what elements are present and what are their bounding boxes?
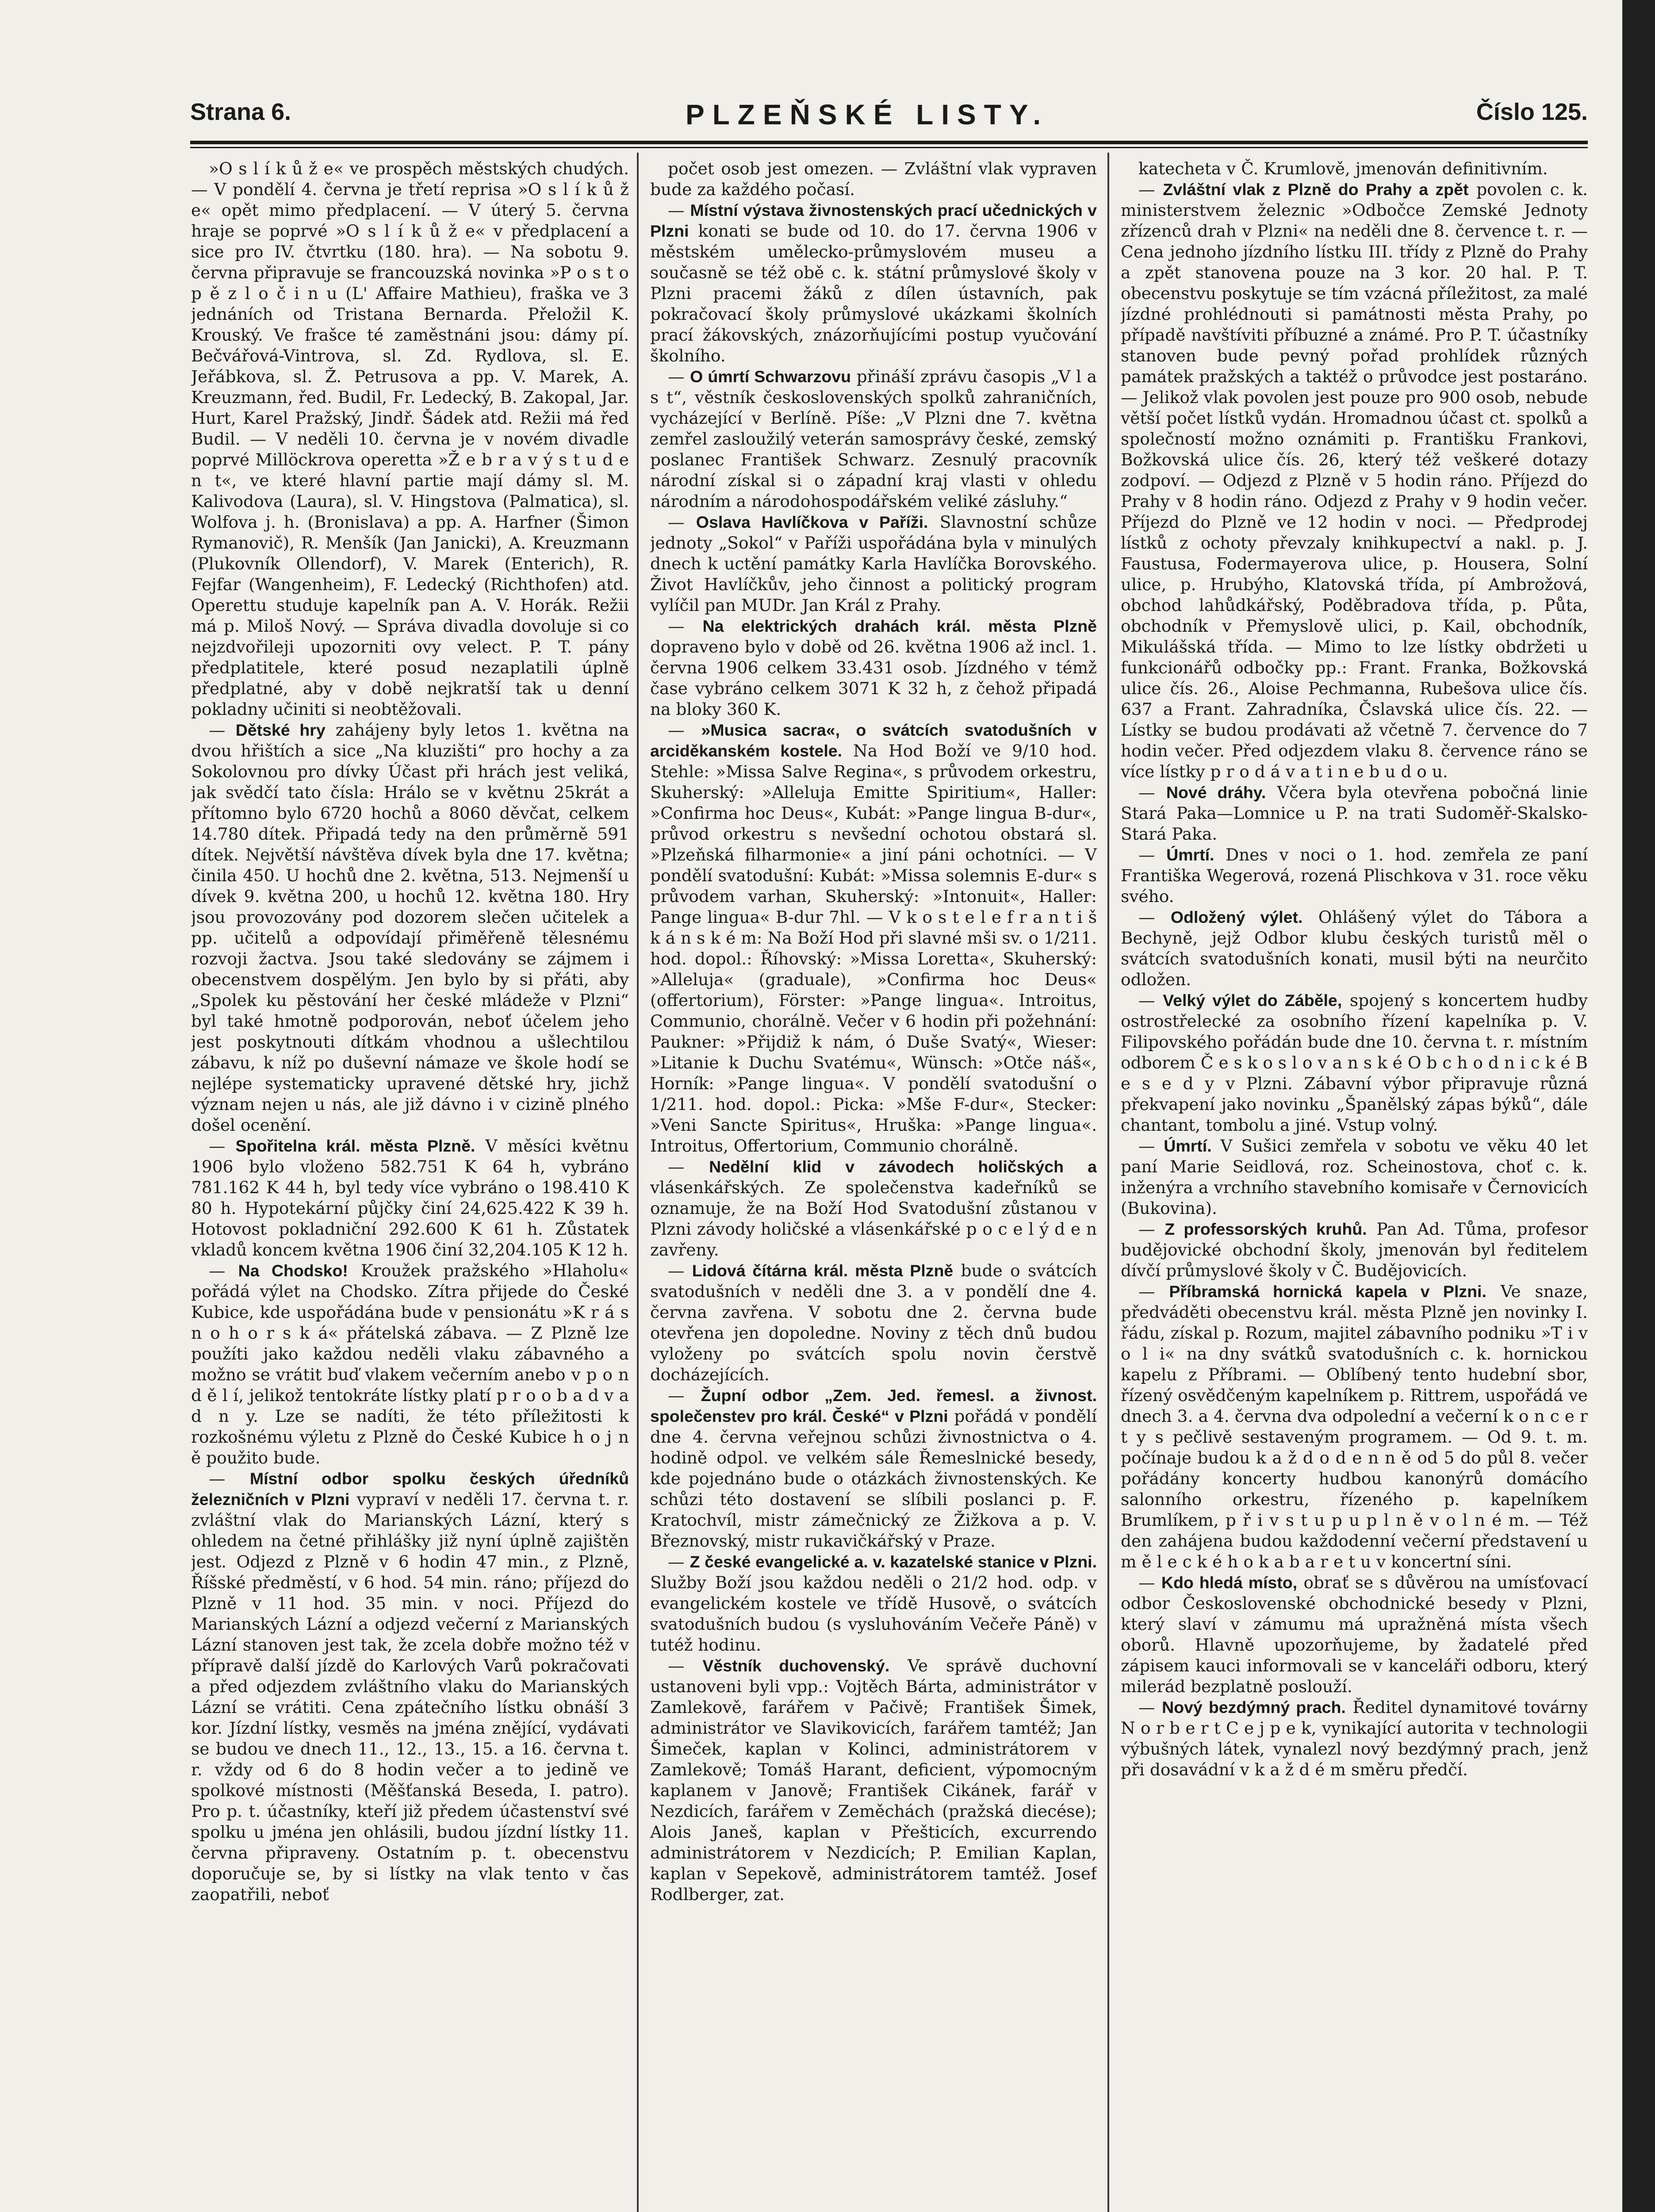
article-paragraph: [650, 1260, 1097, 1385]
page-header: [190, 98, 1588, 134]
article-heading: Dětské hry: [235, 721, 326, 739]
dash: —: [1138, 1282, 1169, 1301]
article-paragraph: [1121, 907, 1588, 990]
column-separator: [637, 153, 639, 2212]
article-paragraph: [650, 720, 1097, 1156]
article-text: vlásenkářských. Ze společenstva kadeřníků se oznamuje, že na Boží Hod Svatodušní zůstanou v Plzni závody holičské a vlásenkářské p o c e l ý d e n zavřeny.: [650, 1178, 1097, 1260]
article-heading: Spořitelna král. města Plzně.: [235, 1137, 475, 1155]
article-text: povolen c. k. ministerstvem železnic »Odbočce Zemské Jednoty zřízenců drah v Plzni« na neděli dne 8. července t. r. — Cena jednoho jízdního lístku III. třídy z Plzně do Prahy a zpět stanovena pouze na 3 kor. 20 hal. P. T. obecenstvu poskytuje se tím vzácná příležitost, za malé jízdné prohlédnouti si památnosti města Prahy, po případě navštíviti příbuzné a známé. Pro P. T. účastníky stanoven bude pevný pořad prohlídek různých památek pražských a taktéž o průvodce jest postaráno. — Jelikož vlak povolen jest pouze pro 900 osob, nebude větší počet lístků vydán. Hromadnou účast ct. spolků a společností možno oznámiti p. Františku Frankovi, Božkovská ulice čís. 26, který též veškeré dotazy zodpoví. — Odjezd z Plzně v 5 hodin ráno. Příjezd do Prahy v 8 hodin ráno. Odjezd z Prahy v 9 hodin večer. Příjezd do Plzně ve 12 hodin v noci. — Předprodej lístků z ochoty převzaly knihkupectví a nakl. p. J. Faustusa, Fodermayerova ulice, p. Housera, Solní ulice, p. Hrubýho, Klatovská třída, pí Ambrožová, obchod lahůdkářský, Poděbradova třída, p. Půta, obchodník v Přemyslově ulici, p. Kail, obchodník, Mikulášská třída. — Mimo to lze lístky obdržeti u funkcionářů odbočky pp.: Frant. Franka, Božkovská ulice čís. 26., Aloise Pechmanna, Rubešova ulice čís. 637 a Frant. Zahradníka, Čslavská ulice čís. 22. — Lístky se budou prodávati až včetně 7. července do 7 hodin večer. Před odjezdem vlaku 8. července ráno se více lístky p r o d á v a t i n e b u d o u.: [1121, 180, 1588, 781]
article-text: Ve snaze, předváděti obecenstvu král. města Plzně jen novinky I. řádu, získal p. Rozum, majitel zábavního podniku »T i v o l i« na dny svátků svatodušních c. k. hornickou kapelu z Příbrami. — Oblíbený tento hudební sbor, řízený osvědčeným kapelníkem p. Rittrem, uspořádá ve dnech 3. a 4. června dva odpolední a večerní k o n c e r t y s pečlivě sestaveným programem. — Od 9. t. m. počínaje budou k a ž d o d e n n ě od 5 do půl 8. večer pořádány koncerty hudbou kanonýrů domácího salonního orkestru, řízeného p. kapelníkem Brumlíkem, p ř i v s t u p u p l n ě v o l n é m. — Též den zahájena budou každodenní večerní představení u m ě l e c k é h o k a b a r e t u v koncertní síni.: [1121, 1282, 1588, 1571]
article-text: konati se bude od 10. do 17. června 1906 v městském umělecko-průmyslovém museu a současně se též obě c. k. státní průmyslové školy v Plzni pracemi žáků z dílen ústavních, pak pokračovací školy průmyslové ukázkami školních prací žákovských, znázorňujícími postup vyučování školního.: [650, 221, 1097, 365]
article-paragraph: [1121, 1136, 1588, 1219]
article-paragraph: [650, 512, 1097, 616]
article-heading: Odložený výlet.: [1170, 908, 1303, 926]
article-heading: Župní odbor „Zem. Jed. řemesl. a živnost. společenstev pro král. České“ v Plzni: [650, 1386, 1097, 1425]
article-paragraph: [1121, 1219, 1588, 1281]
article-text: Kroužek pražského »Hlaholu« pořádá výlet na Chodsko. Zítra přijede do České Kubice, kde uspořádána bude v pensionátu »K r á s n o h o r s k á« přátelská zábava. — Z Plzně lze použíti jako každou neděli vlaku zábavného a možno se vrátit buď vlakem večerním anebo v p o n d ě l í, jelikož tentokráte lístky platí p r o o b a d v a d n y. Lze se nadíti, že této příležitosti k rozkošnému výletu z Plzně do České Kubice h o j n ě použito bude.: [191, 1261, 629, 1467]
article-paragraph: [191, 1260, 629, 1468]
article-text: přináší zprávu časopis „V l a s t“, věstník československých spolků zahraničních, vycházející v Berlíně. Píše: „V Plzni dne 7. května zemřel zasloužilý veterán samosprávy české, zemský poslanec František Schwarz. Zesnulý pracovník národní získal si o západní kraj vlasti v ohledu národním a národohospodářském veliké zásluhy.“: [650, 367, 1097, 511]
article-heading: Oslava Havlíčkova v Paříži.: [696, 513, 928, 531]
article-paragraph: [650, 616, 1097, 720]
article-paragraph: [1121, 845, 1588, 907]
article-paragraph: [650, 200, 1097, 366]
article-paragraph: [650, 1655, 1097, 1905]
dash: —: [668, 200, 690, 220]
article-heading: Místní výstava živnostenských prací učednických v Plzni: [650, 201, 1097, 240]
article-heading: Úmrtí.: [1164, 1137, 1212, 1155]
dash: —: [668, 1386, 701, 1405]
article-heading: Na Chodsko!: [238, 1261, 348, 1280]
article-heading: Úmrtí.: [1166, 845, 1214, 864]
dash: —: [668, 512, 696, 532]
article-heading: Zvláštní vlak z Plzně do Prahy a zpět: [1163, 180, 1469, 199]
article-heading: Věstník duchovenský.: [702, 1656, 890, 1675]
dash: —: [209, 1261, 238, 1280]
article-text: Slavnostní schůze jednoty „Sokol“ v Paříži uspořádána byla v minulých dnech k uctění památky Karla Havlíčka Borovského. Život Havlíčkův, jeho činnost a politický program vylíčil pan MUDr. Jan Král z Prahy.: [650, 512, 1097, 615]
column-1: [191, 158, 629, 2212]
dash: —: [1138, 783, 1166, 802]
article-text: Včera byla otevřena pobočná linie Stará Paka—Lomnice u P. na trati Sudoměř-Skalsko-Stará Paka.: [1121, 783, 1588, 844]
article-heading: Kdo hledá místo,: [1161, 1573, 1298, 1592]
dash: —: [1138, 180, 1163, 199]
article-text: »O s l í k ů ž e« ve prospěch městských chudých. — V pondělí 4. června je třetí reprisa »O s l í k ů ž e« opět mimo předplacení. — V úterý 5. června hraje se poprvé »O s l í k ů ž e« v předplacení a sice pro IV. čtvrtku (180. hra). — Na sobotu 9. června připravuje se francouzská novinka »P o s t o p ě z l o č i n u (L' Affaire Mathieu), fraška ve 3 jednáních od Tristana Bernarda. Přeložil K. Krouský. Ve frašce té zaměstnáni jsou: dámy pí. Bečvářová-Vintrova, sl. Zd. Rydlova, sl. E. Jeřábkova, sl. Ž. Petrusova a pp. V. Marek, A. Kreuzmann, řed. Budil, Fr. Ledecký, B. Zakopal, Jar. Hurt, Karel Pražský, Jindř. Šádek atd. Režii má řed Budil. — V neděli 10. června je v novém divadle poprvé Millöckrova operetta »Ž e b r a v ý s t u d e n t«, ve které hlavní partie mají dámy sl. M. Kalivodova (Laura), sl. V. Hingstova (Palmatica), sl. Wolfova j. h. (Bronislava) a pp. A. Harfner (Šimon Rymanovič), R. Menšík (Jan Janicki), A. Kreuzmann (Plukovník Ollendorf), V. Marek (Enterich), R. Fejfar (Wangenheim), F. Ledecký (Richthofen) atd. Operettu studuje kapelník pan A. V. Horák. Režii má p. Miloš Nový. — Správa divadla dovoluje si co nejzdvořileji upozorniti ovy velect. P. T. pány předplatitele, které posud nezaplatili úplně předplatné, aby v době nejkratší tak u denní pokladny učiniti si neobtěžovali.: [191, 159, 629, 719]
dash: —: [1138, 1697, 1162, 1717]
dash: —: [668, 1157, 709, 1176]
dash: —: [668, 1656, 703, 1675]
article-text: dopraveno bylo v době od 26. května 1906 až incl. 1. června 1906 celkem 33.431 osob. Jízdného v témž čase vybráno celkem 3071 K 32 h, z čehož připadá na bloky 360 K.: [650, 637, 1097, 719]
column-3: [1121, 158, 1588, 2212]
article-text: V Sušici zemřela v sobotu ve věku 40 let paní Marie Seidlová, roz. Scheinostova, choť c. k. inženýra a vrchního stavebního komisaře v Černovicích (Bukovina).: [1121, 1136, 1588, 1218]
article-text: zahájeny byly letos 1. května na dvou hřištích a sice „Na kluzišti“ pro hochy a za Sokolovnou pro dívky Účast při hrách jest veliká, jak svědčí tato čísla: Hrálo se v květnu 25krát a přítomno bylo 6720 hochů a 8060 děvčat, celkem 14.780 dítek. Připadá tedy na den průměrně 591 dítek. Největší návštěva dívek byla dne 17. května; činila 450. U hochů dne 2. května, 513. Nejmenší u dívek 9. května 200, u hochů 12. května 180. Hry jsou provozovány pod dozorem slečen učitelek a pp. učitelů a odpovídají přiměřeně tělesnému rozvoji žactva. Jsou také sledovány se zájmem i obecenstvem dospělým. Jen bylo by si přáti, aby „Spolek ku pěstování her české mládeže v Plzni“ byl také hmotně podporován, neboť účelem jeho jest poskytnouti dítkám vhodnou a ušlechtilou zábavu, k níž po duševní námaze ve škole hodí se nejlépe systematicky upravené dětské hry, jichž význam nejen u nás, ale již dávno i v cizině plného došel ocenění.: [191, 720, 629, 1135]
article-heading: Nedělní klid v závodech holičských a: [709, 1157, 1097, 1176]
article-text: počet osob jest omezen. — Zvláštní vlak vypraven bude za každého počasí.: [650, 159, 1097, 199]
dash: —: [1138, 1219, 1165, 1239]
dash: —: [668, 1552, 690, 1571]
article-paragraph: [1121, 990, 1588, 1136]
article-paragraph: [191, 1468, 629, 1905]
article-text: Služby Boží jsou každou neděli o 21/2 hod. odp. v evangelickém kostele ve třídě Husově, o svátcích svatodušních budou (s vysluhováním Večeře Páně) v tutéž hodinu.: [650, 1573, 1097, 1655]
article-paragraph: [650, 1385, 1097, 1551]
dash: —: [1138, 991, 1163, 1010]
article-paragraph: [1121, 782, 1588, 845]
article-heading: Místní odbor spolku českých úředníků železničních v Plzni: [191, 1469, 629, 1509]
dash: —: [668, 367, 690, 386]
article-paragraph: [650, 158, 1097, 200]
article-paragraph: [650, 1156, 1097, 1260]
dash: —: [209, 1136, 236, 1156]
article-paragraph: [1121, 1281, 1588, 1572]
article-paragraph: [1121, 1572, 1588, 1697]
article-text: Ohlášený výlet do Tábora a Bechyně, jejž Odbor klubu českých turistů měl o svátcích svatodušních konati, musil býti na neurčito odložen.: [1121, 907, 1588, 989]
masthead-title: PLZEŇSKÉ LISTY.: [686, 99, 1049, 131]
article-text: katecheta v Č. Krumlově, jmenován definitivním.: [1138, 159, 1548, 178]
dash: —: [1138, 1136, 1164, 1156]
article-heading: Z české evangelické a. v. kazatelské stanice v Plzni.: [690, 1552, 1097, 1571]
article-text: Ve správě duchovní ustanoveni byli vpp.: Vojtěch Bárta, administrátor v Zamlekově, farářem v Pačivě; František Šimek, administrátor ve Slavikovicích, farářem tamtéž; Jan Šimeček, kaplan v Kolinci, administrátorem v Zamlekově; Tomáš Harant, deficient, výpomocným kaplanem v Janově; František Cikánek, farář v Nezdicích, farářem v Zeměchách (pražská diecése); Alois Janeš, kaplan v Přešticích, excurrendo administrátorem v Nezdicích; P. Emilian Kaplan, kaplan v Sepekově, administrátorem tamtéž. Josef Rodlberger, zat.: [650, 1656, 1097, 1904]
header-rule-thin: [190, 147, 1588, 148]
dash: —: [1138, 845, 1167, 864]
issue-number: Číslo 125.: [1476, 99, 1588, 125]
article-heading: Lidová čítárna král. města Plzně: [692, 1261, 954, 1280]
article-heading: Nové dráhy.: [1166, 783, 1266, 802]
dash: —: [668, 1261, 692, 1280]
article-text: pořádá v pondělí dne 4. června veřejnou schůzi živnostnictva o 4. hodině odpol. ve velkém sále Řemeslnické besedy, kde pojednáno bude o otázkách živnostenských. Ke schůzi této dostavení se slíbili poslanci p. F. Kratochvíl, mistr zámečnický ze Žižkova a p. V. Březnovský, mistr rukavičkářský v Praze.: [650, 1406, 1097, 1551]
dash: —: [209, 720, 236, 740]
article-paragraph: [191, 1136, 629, 1260]
article-heading: Na elektrických drahách král. města Plzně: [702, 617, 1097, 635]
dash: —: [1138, 1573, 1161, 1592]
article-heading: O úmrtí Schwarzovu: [690, 367, 851, 386]
article-heading: Příbramská hornická kapela v Plzni.: [1169, 1282, 1486, 1301]
article-paragraph: [650, 366, 1097, 512]
article-text: Na Hod Boží ve 9/10 hod. Stehle: »Missa Salve Regina«, s průvodem orkestru, Skuherský: »Alleluja Emitte Spiritium«, Haller: »Confirma hoc Deus«, Kubát: »Pange lingua B-dur«, průvod orkestru s nevšední ochotou obstará sl. »Plzeňská filharmonie« a jiní páni ochotníci. — V pondělí svatodušní: Kubát: »Missa solemnis E-dur« s průvodem varhan, Skuherský: »Intonuit«, Haller: Pange lingua« B-dur 7hl. — V k o s t e l e f r a n t i š k á n s k é m: Na Boží Hod při slavné mši sv. o 1/211. hod. dopol.: Říhovský: »Missa Loretta«, Skuherský: »Alleluja« (graduale), »Confirma hoc Deus« (offertorium), Förster: »Pange lingua«. Introitus, Communio, chorálně. Večer v 6 hodin při požehnání: Paukner: »Přijdiž k nám, ó Duše Svatý«, Wieser: »Litanie k Duchu Svatému«, Wünsch: »Otče náš«, Horník: »Pange lingua«. V pondělí svatodušní o 1/211. hod. dopol.: Picka: »Mše F-dur«, Stecker: »Veni Sancte Spiritus«, Hruška: »Pange lingua«. Introitus, Offertorium, Communio chorálně.: [650, 741, 1097, 1156]
article-text: bude o svátcích svatodušních v neděli dne 3. a v pondělí dne 4. června zavřena. V sobotu dne 2. června bude otevřena jen dopoledne. Noviny z těch dnů budou vyloženy po svátcích spolu novin čerstvě docházejících.: [650, 1261, 1097, 1384]
page-number: Strana 6.: [190, 99, 291, 125]
article-text: Ředitel dynamitové továrny N o r b e r t C e j p e k, vynikající autorita v technologii výbušných látek, vynalezl nový bezdýmný prach, jenž při dosavádní v k a ž d é m směru předčí.: [1121, 1697, 1588, 1779]
article-heading: Z professorských kruhů.: [1165, 1220, 1367, 1238]
article-paragraph: [191, 158, 629, 720]
article-paragraph: [1121, 179, 1588, 782]
article-heading: Nový bezdýmný prach.: [1162, 1698, 1346, 1717]
article-text: obrať se s důvěrou na umísťovací odbor Československé obchodnické besedy v Plzni, který slaví v zámumu má upražněná místa všech oborů. Hlavně upozorňujeme, by žadatelé před zápisem kauci informovali se v kanceláři odboru, který milerád bezplatně poslouží.: [1121, 1573, 1588, 1696]
dash: —: [668, 616, 703, 636]
article-heading: Velký výlet do Záběle,: [1163, 991, 1342, 1010]
header-rule: [190, 141, 1588, 144]
article-text: V měsíci květnu 1906 bylo vloženo 582.751 K 64 h, vybráno 781.162 K 44 h, byl tedy více vybráno o 198.410 K 80 h. Hypotekární půjčky činí 24,625.422 K 39 h. Hotovost pokladniční 292.600 K 61 h. Zůstatek vkladů koncem května 1906 činí 32,204.105 K 12 h.: [191, 1136, 629, 1260]
column-2: [650, 158, 1097, 2212]
article-text: Dnes v noci o 1. hod. zemřela ze paní Františka Wegerová, rozená Plischkova v 31. roce věku svého.: [1121, 845, 1588, 906]
article-heading: »Musica sacra«, o svátcích svatodušních v arciděkanském kostele.: [650, 721, 1097, 760]
article-paragraph: [191, 720, 629, 1136]
column-separator: [1107, 153, 1109, 2212]
dash: —: [668, 720, 701, 740]
article-text: vypraví v neděli 17. června t. r. zvláštní vlak do Marianských Lázní, který s ohledem na četné přihlášky již nyní úplně zajištěn jest. Odjezd z Plzně v 6 hodin 47 min., z Plzně, Říšské předměstí, v 6 hod. 54 min. ráno; příjezd do Plzně v 11 hod. 35 min. v noci. Příjezd do Marianských Lázní a odjezd večerní z Marianských Lázní stanoven jest tak, že zcela dobře možno též v přípravě další jízdě do Karlových Varů pokračovati a před odjezdem zvláštního vlaku do Marianských Lázní se vrátiti. Cena zpátečního lístku obnáší 3 kor. Jízdní lístky, vesměs na jména znějící, vydávati se budou ve dnech 11., 12., 13., 15. a 16. června t. r. vždy od 6 do 8 hodin večer a to jedině ve spolkové místnosti (Měšťanská Beseda, I. patro). Pro p. t. účastníky, kteří již předem účastenství své spolku u jména jen ohlásili, budou jízdní lístky 11. června připraveny. Ostatním p. t. obecenstvu doporučuje se, by si lístky na vlak tento v čas zaopatřili, neboť: [191, 1490, 629, 1904]
article-paragraph: [1121, 1697, 1588, 1780]
dash: —: [1138, 907, 1171, 927]
dash: —: [209, 1469, 250, 1488]
scan-edge: [1622, 0, 1655, 2212]
article-text: Pan Ad. Tůma, profesor budějovické obchodní školy, jmenován byl ředitelem dívčí průmyslové školy v Č. Budějovicích.: [1121, 1219, 1588, 1280]
article-text: spojený s koncertem hudby ostrostřelecké za osobního řízení kapelníka p. V. Filipovského pořádán bude dne 10. června t. r. místním odborem Č e s k o s l o v a n s k é O b c h o d n i c k é B e s e d y v Plzni. Zábavní výbor připravuje různá překvapení jako novinku „Španělský zápas býků“, dále chantant, tombolu a jiné. Vstup volný.: [1121, 991, 1588, 1135]
article-paragraph: [1121, 158, 1588, 179]
article-paragraph: [650, 1551, 1097, 1655]
